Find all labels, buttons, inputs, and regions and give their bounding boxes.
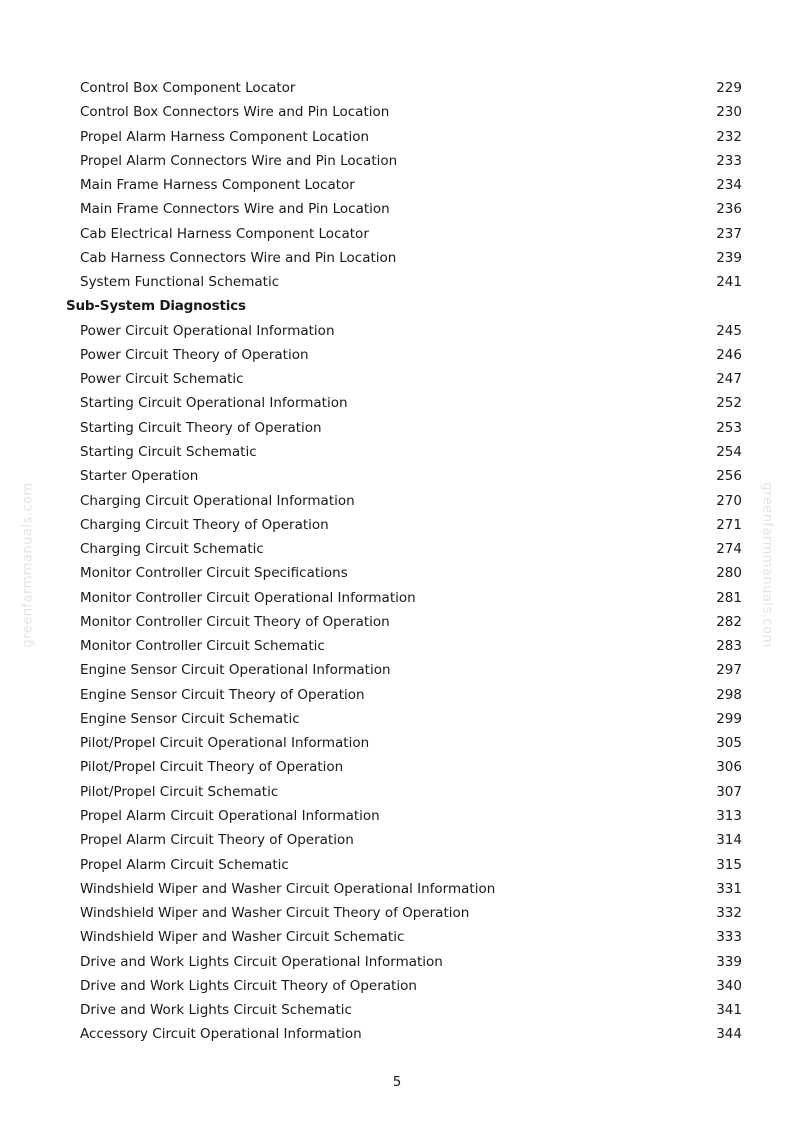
toc-entry-title: Main Frame Harness Component Locator: [80, 177, 355, 194]
toc-entry[interactable]: [0, 440, 794, 464]
toc-entry-title: Main Frame Connectors Wire and Pin Location: [80, 201, 390, 218]
toc-entry[interactable]: [0, 974, 794, 998]
toc-entry-page: 239: [716, 249, 742, 266]
toc-entry-page: 229: [716, 80, 742, 96]
toc-entry[interactable]: [0, 634, 794, 658]
toc-entry-title: Cab Harness Connectors Wire and Pin Location: [80, 249, 397, 266]
toc-entry-title: Starter Operation: [80, 468, 199, 485]
toc-entry-page: 252: [716, 395, 742, 412]
toc-entry-title: Propel Alarm Circuit Operational Information: [80, 807, 380, 824]
toc-entry[interactable]: [0, 998, 794, 1022]
toc-entry-title: Propel Alarm Circuit Schematic: [80, 856, 289, 873]
toc-entry[interactable]: [0, 391, 794, 415]
toc-entry-page: 245: [716, 322, 742, 339]
toc-entry-title: Charging Circuit Theory of Operation: [80, 516, 329, 533]
toc-entry[interactable]: [0, 537, 794, 561]
toc-entry[interactable]: [0, 925, 794, 949]
toc-entry-page: 254: [716, 443, 742, 460]
toc-entry-page: 298: [716, 686, 742, 703]
toc-entry-page: 280: [716, 565, 742, 582]
toc-entry[interactable]: [0, 464, 794, 488]
toc-entry-title: Pilot/Propel Circuit Schematic: [80, 783, 279, 800]
toc-entry-page: 233: [716, 152, 742, 169]
toc-entry[interactable]: [0, 683, 794, 707]
toc-entry[interactable]: [0, 804, 794, 828]
toc-entry-title: Monitor Controller Circuit Theory of Operation: [80, 613, 390, 630]
toc-entry-page: 247: [716, 371, 742, 388]
toc-entry[interactable]: [0, 707, 794, 731]
toc-entry[interactable]: [0, 586, 794, 610]
toc-entry-title: Engine Sensor Circuit Operational Information: [80, 662, 391, 679]
toc-entry-page: 340: [716, 977, 742, 994]
toc-entry-page: 297: [716, 662, 742, 679]
toc-entry-title: Power Circuit Schematic: [80, 371, 244, 388]
toc-entry-title: System Functional Schematic: [80, 274, 280, 291]
toc-entry-page: 307: [716, 783, 742, 800]
toc-entry-title: Drive and Work Lights Circuit Schematic: [80, 1002, 352, 1019]
toc-entry-title: Propel Alarm Harness Component Location: [80, 128, 370, 145]
toc-entry[interactable]: [0, 173, 794, 197]
toc-entry-page: 313: [716, 807, 742, 824]
toc-entry-title: Engine Sensor Circuit Theory of Operation: [80, 686, 365, 703]
toc-entry-page: 270: [716, 492, 742, 509]
toc-entry[interactable]: [0, 877, 794, 901]
toc-entry-title: Engine Sensor Circuit Schematic: [80, 710, 300, 727]
toc-entry[interactable]: [0, 658, 794, 682]
toc-entry-title: Charging Circuit Operational Information: [80, 492, 355, 509]
toc-entry[interactable]: [0, 755, 794, 779]
toc-entry-title: Starting Circuit Operational Information: [80, 395, 348, 412]
toc-entry-title: Starting Circuit Theory of Operation: [80, 419, 322, 436]
watermark-left: greenfarmmanuals.com: [20, 482, 36, 648]
table-of-contents: [0, 76, 794, 1047]
watermark-right: greenfarmmanuals.com: [759, 482, 775, 648]
toc-entry[interactable]: [0, 828, 794, 852]
toc-entry-title: Sub-System Diagnostics: [66, 298, 246, 315]
toc-entry-page: 232: [716, 128, 742, 145]
toc-entry[interactable]: [0, 561, 794, 585]
toc-entry-page: 332: [716, 905, 742, 922]
toc-entry-page: 331: [716, 880, 742, 897]
toc-entry-title: Pilot/Propel Circuit Theory of Operation: [80, 759, 344, 776]
toc-entry-title: Pilot/Propel Circuit Operational Information: [80, 735, 370, 752]
toc-entry[interactable]: [0, 1022, 794, 1046]
toc-entry-title: Drive and Work Lights Circuit Operational Information: [80, 953, 443, 970]
toc-entry[interactable]: [0, 149, 794, 173]
toc-entry[interactable]: [0, 513, 794, 537]
toc-entry-page: 256: [716, 468, 742, 485]
toc-entry[interactable]: [0, 319, 794, 343]
toc-entry-page: 237: [716, 225, 742, 242]
toc-entry-page: 283: [716, 638, 742, 655]
toc-entry-title: Power Circuit Theory of Operation: [80, 346, 309, 363]
toc-entry[interactable]: [0, 222, 794, 246]
toc-entry-title: Drive and Work Lights Circuit Theory of Operation: [80, 977, 417, 994]
toc-entry[interactable]: [0, 76, 794, 100]
toc-entry[interactable]: [0, 416, 794, 440]
toc-entry[interactable]: [0, 343, 794, 367]
toc-entry-title: Control Box Connectors Wire and Pin Location: [80, 104, 390, 121]
toc-entry-page: 241: [716, 274, 742, 291]
toc-entry[interactable]: [0, 610, 794, 634]
toc-entry-page: 306: [716, 759, 742, 776]
toc-entry-page: 234: [716, 177, 742, 194]
toc-entry-page: 236: [716, 201, 742, 218]
toc-entry[interactable]: [0, 901, 794, 925]
toc-entry-title: Starting Circuit Schematic: [80, 443, 257, 460]
toc-entry-page: 305: [716, 735, 742, 752]
toc-entry[interactable]: [0, 780, 794, 804]
toc-entry-title: Monitor Controller Circuit Schematic: [80, 638, 325, 655]
toc-entry-page: 315: [716, 856, 742, 873]
toc-entry-page: 230: [716, 104, 742, 121]
toc-entry-title: Monitor Controller Circuit Specifications: [80, 565, 348, 582]
toc-entry-title: Propel Alarm Circuit Theory of Operation: [80, 832, 354, 849]
toc-entry-page: 271: [716, 516, 742, 533]
toc-entry[interactable]: [0, 731, 794, 755]
toc-entry-page: 274: [716, 541, 742, 558]
toc-entry-page: 246: [716, 346, 742, 363]
toc-entry-page: 282: [716, 613, 742, 630]
toc-entry-title: Windshield Wiper and Washer Circuit Operational Information: [80, 880, 496, 897]
toc-entry-page: 253: [716, 419, 742, 436]
toc-entry[interactable]: [0, 853, 794, 877]
toc-entry[interactable]: [0, 489, 794, 513]
toc-entry-title: Windshield Wiper and Washer Circuit Theory of Operation: [80, 905, 470, 922]
toc-entry[interactable]: [0, 270, 794, 294]
toc-entry-page: 333: [716, 929, 742, 946]
toc-entry[interactable]: [0, 100, 794, 124]
toc-entry-title: Accessory Circuit Operational Information: [80, 1026, 362, 1043]
page-number: 5: [392, 1074, 402, 1090]
toc-entry-page: 281: [716, 589, 742, 606]
toc-entry-page: 344: [716, 1026, 742, 1043]
toc-entry-page: 299: [716, 710, 742, 727]
toc-entry-page: 339: [716, 953, 742, 970]
toc-entry-title: Power Circuit Operational Information: [80, 322, 335, 339]
toc-section-heading: [0, 294, 794, 318]
toc-entry[interactable]: [0, 246, 794, 270]
toc-entry[interactable]: [0, 197, 794, 221]
toc-entry-title: Cab Electrical Harness Component Locator: [80, 225, 369, 242]
toc-entry-title: Control Box Component Locator: [80, 80, 296, 96]
toc-entry[interactable]: [0, 125, 794, 149]
toc-entry-title: Charging Circuit Schematic: [80, 541, 264, 558]
toc-entry-title: Propel Alarm Connectors Wire and Pin Location: [80, 152, 398, 169]
toc-entry-page: 314: [716, 832, 742, 849]
toc-entry-title: Windshield Wiper and Washer Circuit Schematic: [80, 929, 405, 946]
toc-entry-page: 341: [716, 1002, 742, 1019]
toc-entry-title: Monitor Controller Circuit Operational Information: [80, 589, 416, 606]
toc-entry[interactable]: [0, 367, 794, 391]
toc-entry[interactable]: [0, 950, 794, 974]
